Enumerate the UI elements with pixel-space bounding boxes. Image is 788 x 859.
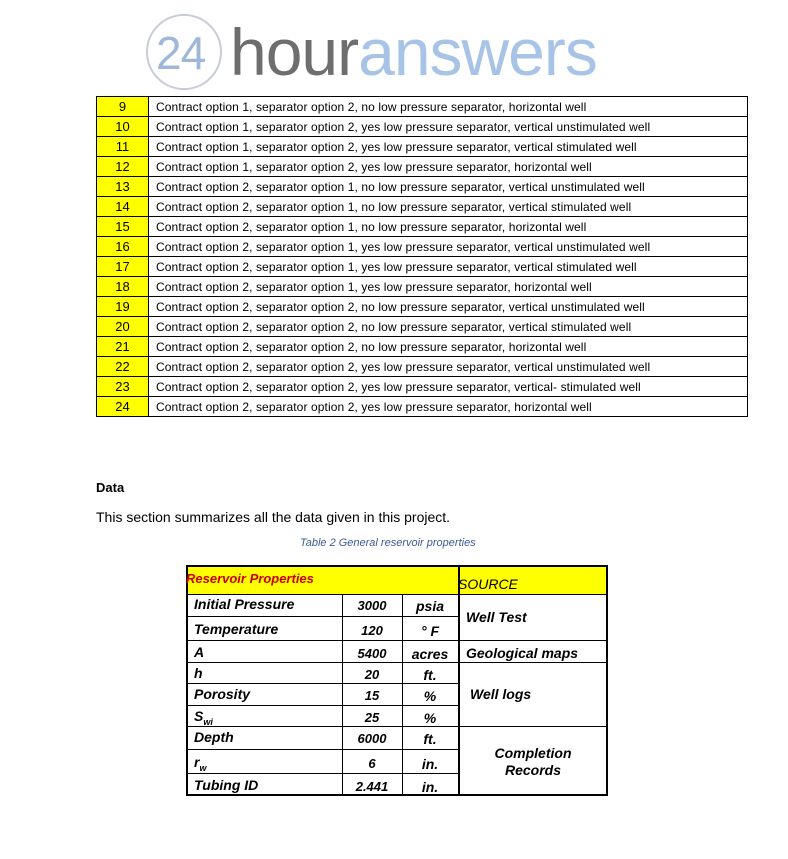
row-line (186, 594, 458, 595)
option-description: Contract option 2, separator option 2, yes low pressure separator, horizontal well (149, 397, 748, 417)
option-row (97, 277, 748, 297)
property-value: 5400 (357, 646, 387, 661)
header-source: SOURCE (458, 576, 518, 592)
row-line (186, 726, 458, 727)
logo-wordmark (230, 16, 597, 88)
property-name-text: Porosity (194, 686, 251, 702)
property-value: 3000 (357, 598, 387, 613)
property-value: 15 (364, 688, 380, 703)
logo-answers: answers (358, 15, 597, 89)
options-table (96, 96, 748, 417)
option-number: 13 (97, 177, 149, 197)
property-name-text: h (194, 665, 203, 681)
property-unit: psia (415, 598, 444, 614)
source-well-logs: Well logs (470, 686, 532, 702)
property-value: 2.441 (355, 779, 389, 794)
property-name-text: A (194, 644, 205, 660)
table-caption: Table 2 General reservoir properties (300, 537, 476, 549)
property-value: 120 (361, 623, 383, 638)
property-name (194, 621, 278, 637)
property-unit: in. (421, 756, 439, 772)
property-name (194, 708, 213, 727)
property-name-text: S (194, 708, 204, 724)
property-value: 20 (364, 667, 380, 682)
property-value: 25 (364, 710, 380, 725)
property-name-text: r (194, 754, 200, 770)
option-row (97, 377, 748, 397)
row-line (186, 683, 458, 684)
option-description: Contract option 2, separator option 1, no low pressure separator, horizontal well (149, 217, 748, 237)
option-number: 22 (97, 357, 149, 377)
option-number: 17 (97, 257, 149, 277)
option-row (97, 297, 748, 317)
source-line (458, 594, 608, 595)
reservoir-table (186, 565, 608, 796)
row-line (186, 616, 458, 617)
property-name (194, 729, 234, 745)
option-description: Contract option 2, separator option 1, yes low pressure separator, vertical unstimulated well (149, 237, 748, 257)
source-completion: Completion (494, 745, 572, 761)
option-number: 9 (97, 97, 149, 117)
option-description: Contract option 2, separator option 1, yes low pressure separator, vertical stimulated well (149, 257, 748, 277)
option-number: 15 (97, 217, 149, 237)
property-unit: ° F (420, 623, 440, 639)
property-subscript: w (199, 762, 207, 773)
property-unit: % (423, 688, 437, 704)
option-row (97, 117, 748, 137)
property-unit: acres (411, 646, 449, 662)
source-line (458, 662, 608, 663)
property-name (194, 644, 204, 660)
property-name (194, 665, 203, 681)
option-number: 18 (97, 277, 149, 297)
property-name-text: Initial Pressure (194, 596, 295, 612)
option-row (97, 357, 748, 377)
property-value: 6000 (357, 731, 387, 746)
option-row (97, 397, 748, 417)
row-line (186, 773, 458, 774)
option-number: 11 (97, 137, 149, 157)
property-name-text: Tubing ID (194, 777, 259, 793)
property-name (194, 777, 258, 793)
option-description: Contract option 2, separator option 2, no low pressure separator, vertical unstimulated well (149, 297, 748, 317)
option-row (97, 197, 748, 217)
property-unit: ft. (423, 731, 437, 747)
option-number: 21 (97, 337, 149, 357)
option-description: Contract option 1, separator option 2, yes low pressure separator, vertical stimulated well (149, 137, 748, 157)
header-reservoir-properties: Reservoir Properties (186, 571, 314, 586)
source-line (458, 640, 608, 641)
source-records: Records (504, 762, 562, 778)
option-number: 12 (97, 157, 149, 177)
property-unit: % (423, 710, 437, 726)
option-row (97, 157, 748, 177)
option-description: Contract option 2, separator option 1, no low pressure separator, vertical unstimulated well (149, 177, 748, 197)
property-unit: ft. (423, 667, 437, 683)
option-row (97, 177, 748, 197)
row-line (186, 749, 458, 750)
site-logo (146, 14, 626, 94)
property-name (194, 754, 206, 773)
source-well-test: Well Test (466, 609, 527, 625)
property-unit: in. (421, 779, 439, 795)
row-line (186, 662, 458, 663)
option-description: Contract option 2, separator option 2, yes low pressure separator, vertical- stimulated well (149, 377, 748, 397)
option-description: Contract option 1, separator option 2, no low pressure separator, horizontal well (149, 97, 748, 117)
option-description: Contract option 2, separator option 1, no low pressure separator, vertical stimulated well (149, 197, 748, 217)
property-name-text: Temperature (194, 621, 279, 637)
option-description: Contract option 2, separator option 2, no low pressure separator, vertical stimulated well (149, 317, 748, 337)
option-description: Contract option 1, separator option 2, yes low pressure separator, horizontal well (149, 157, 748, 177)
property-value: 6 (368, 756, 376, 771)
option-number: 20 (97, 317, 149, 337)
option-row (97, 97, 748, 117)
option-row (97, 237, 748, 257)
property-name (194, 686, 250, 702)
option-row (97, 257, 748, 277)
property-subscript: wi (203, 716, 213, 727)
option-description: Contract option 1, separator option 2, yes low pressure separator, vertical unstimulated well (149, 117, 748, 137)
property-name-text: Depth (194, 729, 234, 745)
source-geo-maps: Geological maps (466, 645, 579, 661)
row-line (186, 705, 458, 706)
option-number: 10 (97, 117, 149, 137)
option-description: Contract option 2, separator option 2, no low pressure separator, horizontal well (149, 337, 748, 357)
source-line (458, 726, 608, 727)
section-title: Data (96, 480, 125, 495)
option-number: 14 (97, 197, 149, 217)
option-number: 23 (97, 377, 149, 397)
option-row (97, 337, 748, 357)
option-row (97, 317, 748, 337)
logo-number: 24 (156, 27, 206, 79)
option-number: 24 (97, 397, 149, 417)
option-description: Contract option 2, separator option 2, yes low pressure separator, vertical unstimulated well (149, 357, 748, 377)
option-description: Contract option 2, separator option 1, yes low pressure separator, horizontal well (149, 277, 748, 297)
option-row (97, 217, 748, 237)
section-text: This section summarizes all the data given in this project. (96, 509, 451, 525)
row-line (186, 640, 458, 641)
option-row (97, 137, 748, 157)
option-number: 19 (97, 297, 149, 317)
property-name (194, 596, 294, 612)
logo-hour: hour (230, 15, 359, 89)
option-number: 16 (97, 237, 149, 257)
